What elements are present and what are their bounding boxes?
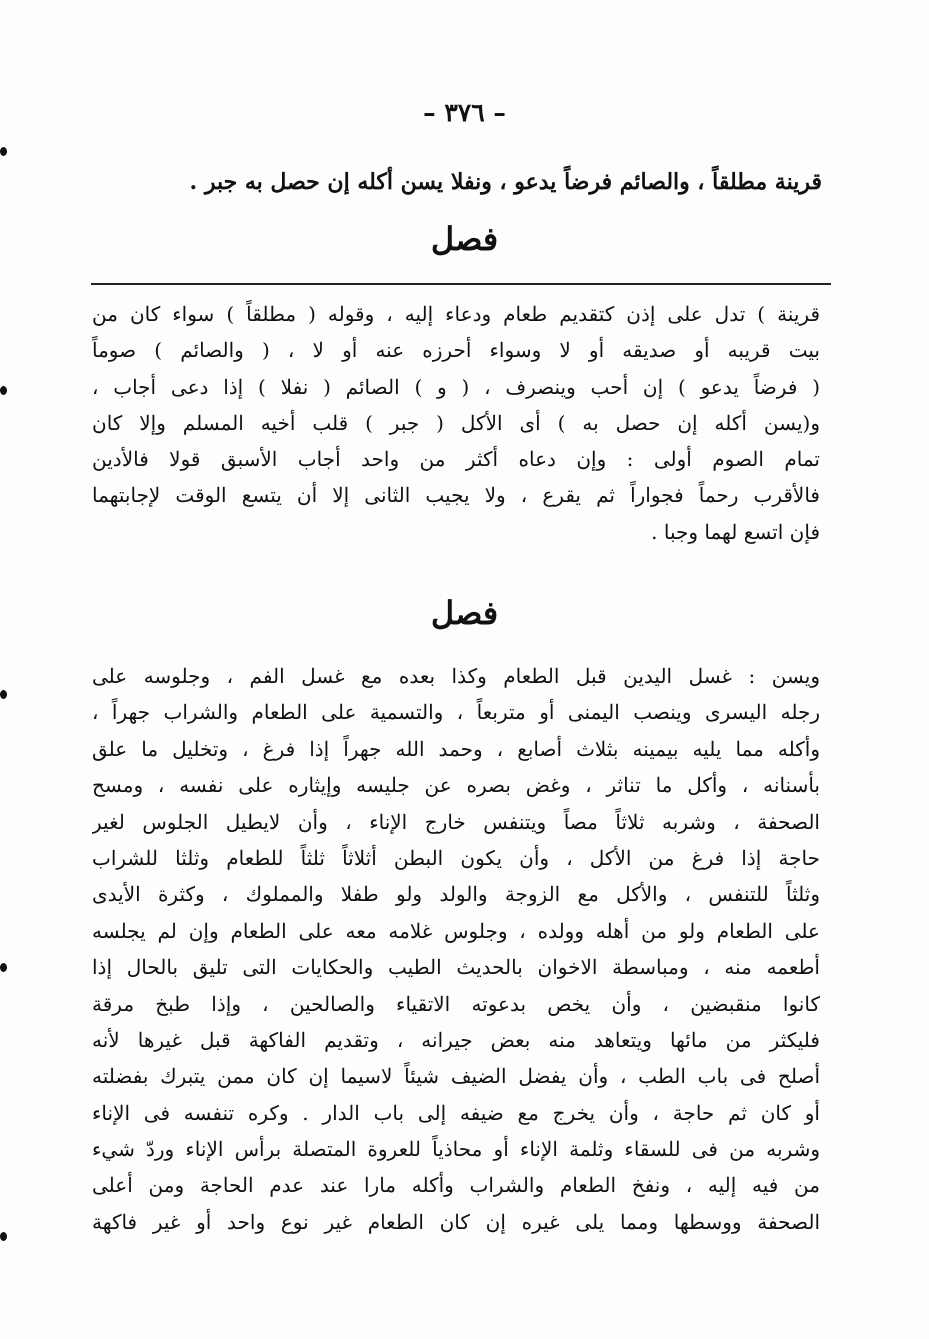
text-line: بيت قريبه أو صديقه أو لا وسواء أحرزه عنه أو لا ، ( والصائم ) صوماً <box>92 338 820 363</box>
text-line: أطعمه منه ، ومباسطة الاخوان بالحديث الطيب والحكايات التى تليق بالحال إذا <box>92 955 820 980</box>
section-heading: فصل <box>430 220 499 258</box>
text-line: فالأقرب رحماً فجواراً ثم يقرع ، ولا يجيب الثانى إلا أن يتسع الوقت لإجابتهما <box>92 483 820 508</box>
section-paragraph <box>92 658 820 1240</box>
text-line: بأسنانه ، وأكل ما تناثر ، وغض بصره عن جليسه وإيثاره على نفسه ، ومسح <box>92 773 820 798</box>
commentary-paragraph <box>92 296 820 550</box>
text-line: الصحفة ، وشربه ثلاثاً مصاً ويتنفس خارج الإناء ، وأن لايطيل الجلوس لغير <box>92 809 820 834</box>
margin-mark <box>0 690 7 699</box>
text-line: كانوا منقبضين ، وأن يخص بدعوته الاتقياء والصالحين ، وإذا طبخ مرقة <box>92 991 820 1016</box>
separator-rule <box>91 283 831 285</box>
margin-mark <box>0 963 7 972</box>
text-line: رجله اليسرى وينصب اليمنى أو متربعاً ، والتسمية على الطعام والشراب جهراً ، <box>92 700 820 725</box>
margin-mark <box>0 386 7 395</box>
text-line: ( فرضاً يدعو ) إن أحب وينصرف ، ( و ) الصائم ( نفلا ) إذا دعى أجاب ، <box>92 374 820 399</box>
text-line: فإن اتسع لهما وجبا . <box>651 519 820 544</box>
text-line: أصلح فى باب الطب ، وأن يفضل الضيف شيئاً لاسيما إن كان ممن يتبرك بفضلته <box>92 1064 820 1089</box>
text-line: و(يسن أكله إن حصل به ) أى الأكل ( جبر ) قلب أخيه المسلم وإلا كان <box>92 410 820 435</box>
section-heading: فصل <box>430 594 499 632</box>
text-line: الصحفة ووسطها ومما يلى غيره إن كان الطعام غير نوع واحد أو غير فاكهة <box>92 1209 820 1234</box>
text-line: وأكله مما يليه بيمينه بثلاث أصابع ، وحمد الله جهراً إذا فرغ ، وتخليل ما علق <box>92 736 820 761</box>
text-line: حاجة إذا فرغ من الأكل ، وأن يكون البطن أثلاثاً ثلثاً للطعام وثلثا للشراب <box>92 845 820 870</box>
text-line: وشربه من فى للسقاء وثلمة الإناء أو محاذياً للعروة المتصلة برأس الإناء وردّ شيء <box>92 1137 820 1162</box>
text-line: على الطعام ولو من أهله وولده ، وجلوس غلامه معه على الطعام وإن لم يجلسه <box>92 918 820 943</box>
text-line: تمام الصوم أولى : وإن دعاه أكثر من واحد أجاب الأسبق قولا فالأدين <box>92 447 820 472</box>
text-line: قرينة ) تدل على إذن كتقديم طعام ودعاء إليه ، وقوله ( مطلقاً ) سواء كان من <box>92 302 820 326</box>
main-text-line: قرينة مطلقاً ، والصائم فرضاً يدعو ، ونفلا يسن أكله إن حصل به جبر . <box>189 169 822 195</box>
text-line: وثلثاً للتنفس ، والأكل مع الزوجة والولد ولو طفلا والمملوك ، وكثرة الأيدى <box>92 882 820 907</box>
text-line: فليكثر من مائها ويتعاهد منه بعض جيرانه ، وتقديم الفاكهة قبل غيرها لأنه <box>92 1027 820 1052</box>
page-number: – ٣٧٦ – <box>423 98 506 127</box>
text-line: ويسن : غسل اليدين قبل الطعام وكذا بعده مع غسل الفم ، وجلوسه على <box>92 664 820 688</box>
margin-mark <box>0 147 7 156</box>
margin-mark <box>0 1232 7 1241</box>
text-line: أو كان ثم حاجة ، وأن يخرج مع ضيفه إلى باب الدار . وكره تنفسه فى الإناء <box>92 1100 820 1125</box>
text-line: من فيه إليه ، ونفخ الطعام والشراب وأكله مارا عند عدم الحاجة ومن أعلى <box>92 1173 820 1198</box>
